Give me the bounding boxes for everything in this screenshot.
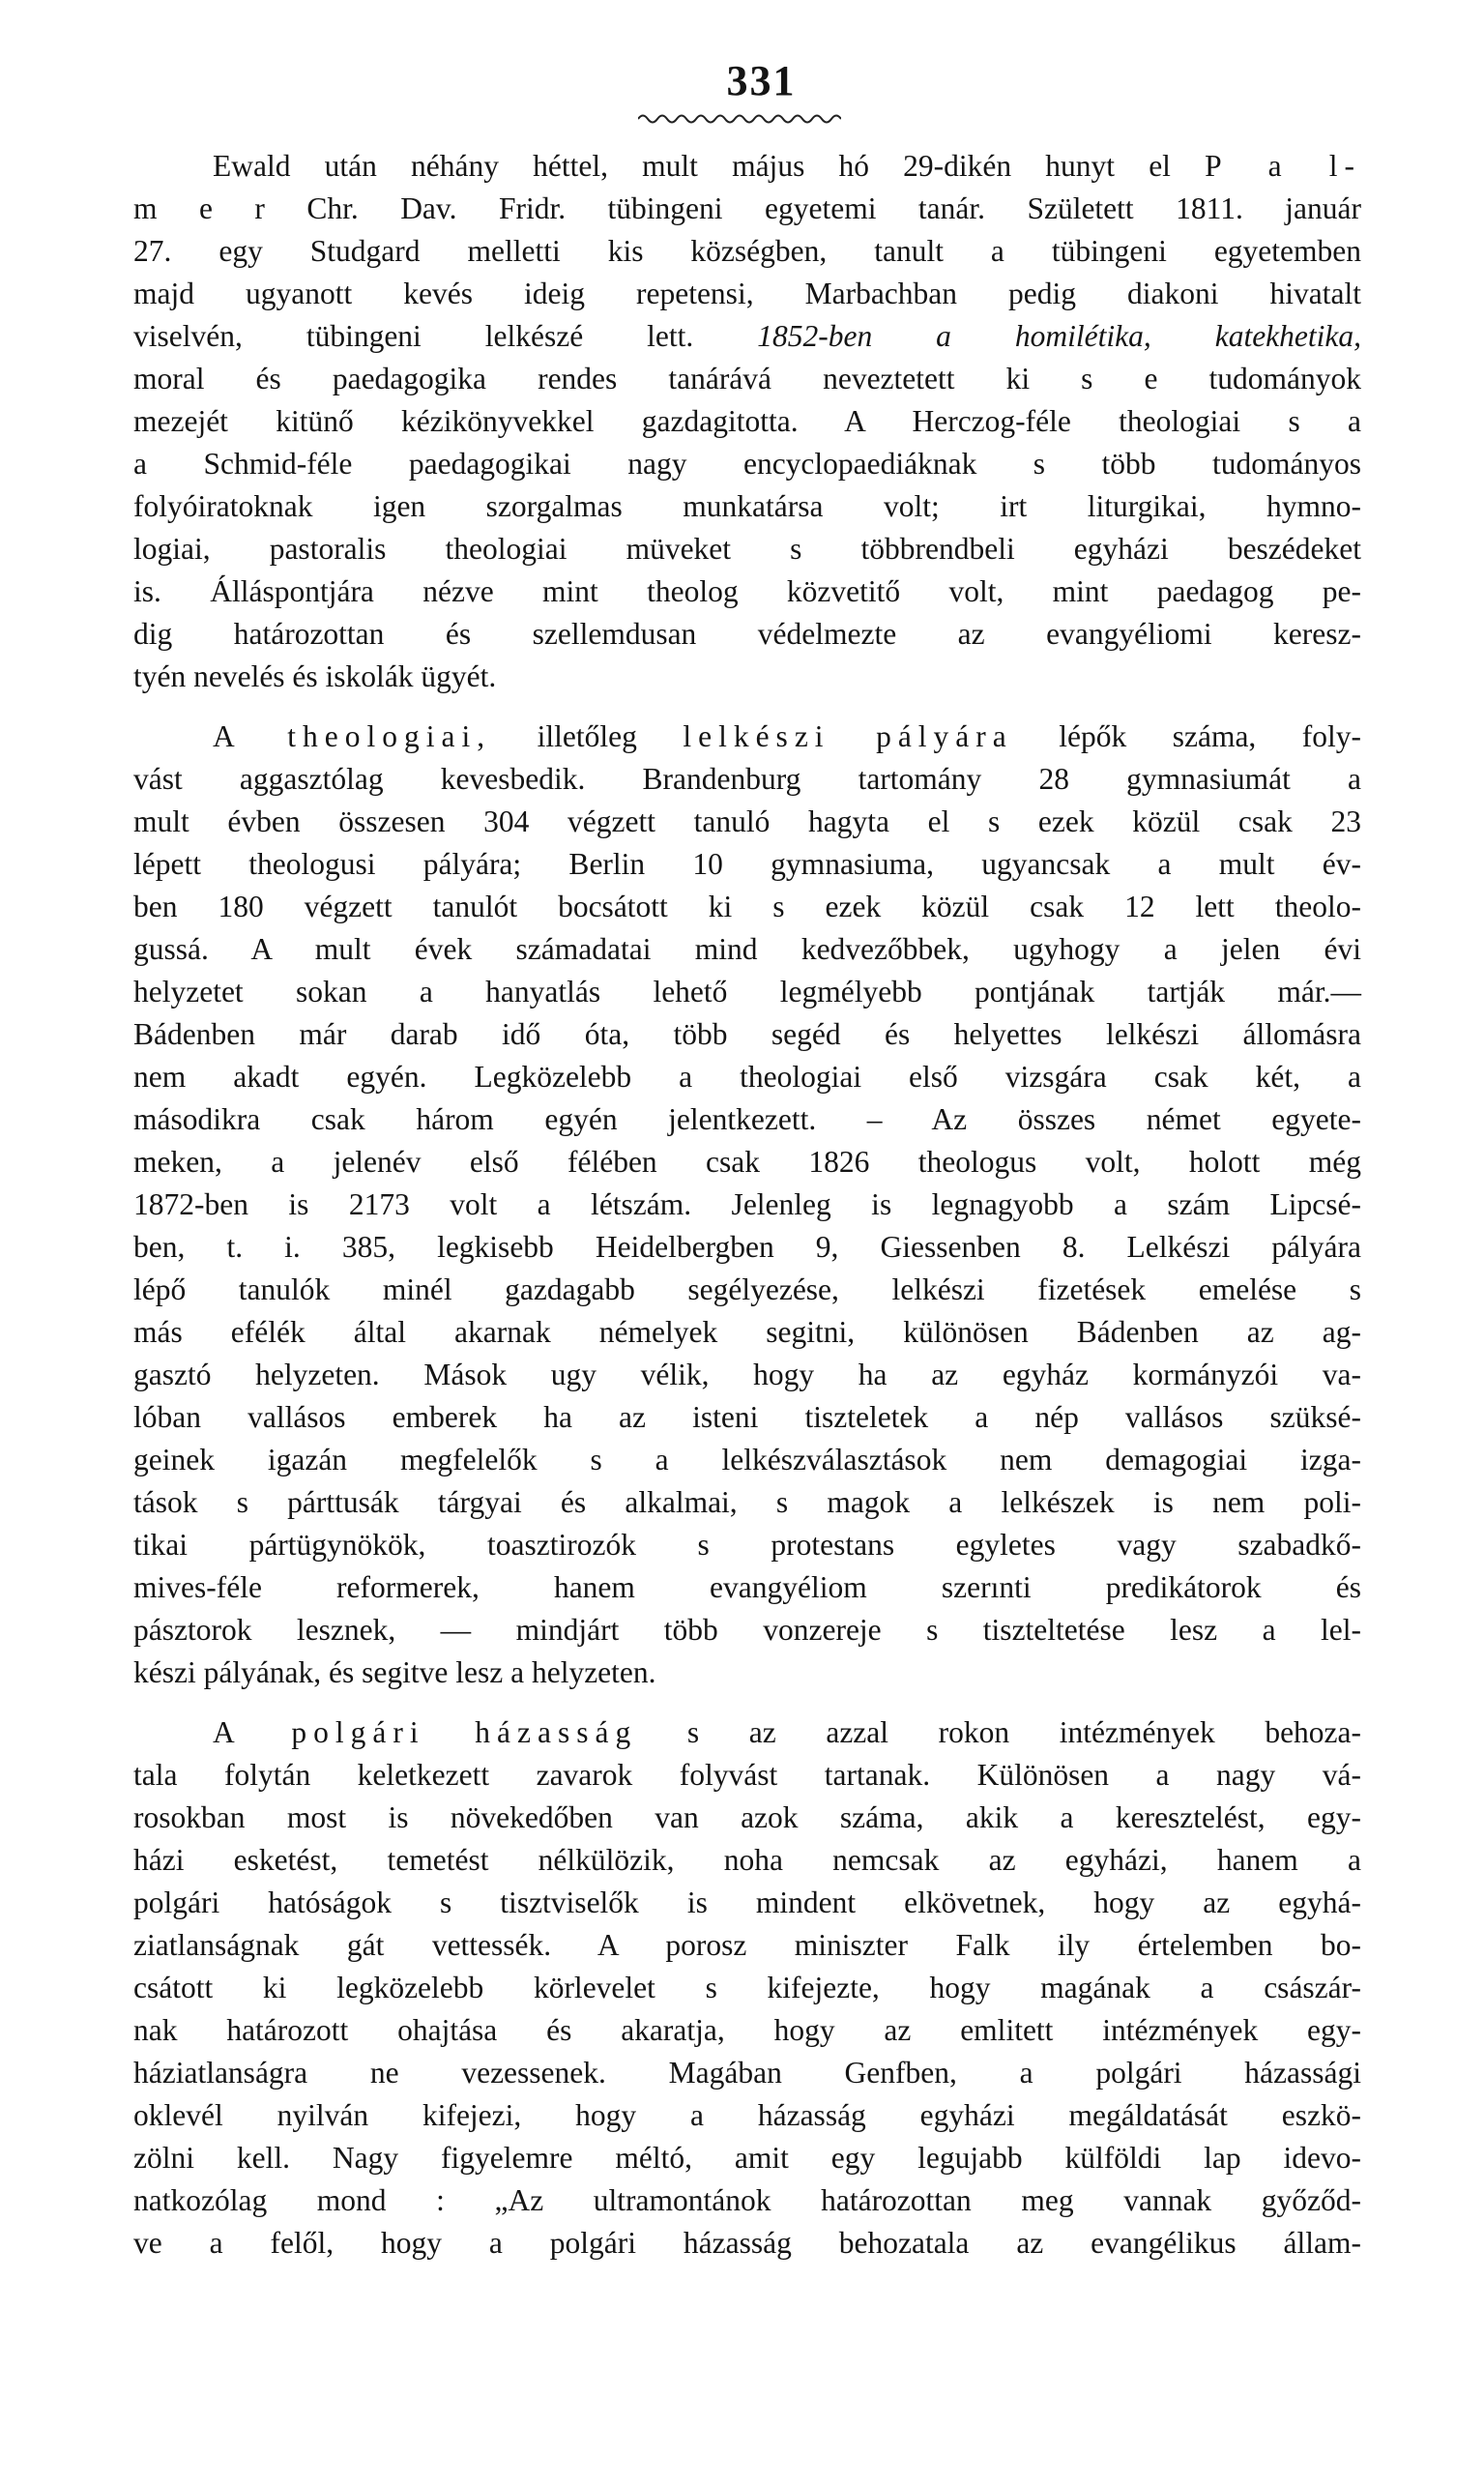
text-line: csátott ki legközelebb körlevelet s kifejezte, hogy magának a császár-	[133, 1971, 1361, 2004]
text-line: ziatlanságnak gát vettessék. A porosz miniszter Falk ily értelemben bo-	[133, 1928, 1361, 1962]
text-line: a Schmid-féle paedagogikai nagy encyclopaediáknak s több tudományos	[133, 447, 1361, 481]
text-line: lépett theologusi pályára; Berlin 10 gymnasiuma, ugyancsak a mult év-	[133, 847, 1361, 881]
text-line: ben 180 végzett tanulót bocsátott ki s ezek közül csak 12 lett theolo-	[133, 890, 1361, 923]
text-line: 1872-ben is 2173 volt a létszám. Jelenleg is legnagyobb a szám Lipcsé-	[133, 1187, 1361, 1221]
text-line: lépő tanulók minél gazdagabb segélyezése, lelkészi fizetések emelése s	[133, 1272, 1361, 1306]
text-line: m e r Chr. Dav. Fridr. tübingeni egyetemi tanár. Született 1811. január	[133, 191, 1361, 225]
text-line: Bádenben már darab idő óta, több segéd és helyettes lelkészi állomásra	[133, 1017, 1361, 1051]
text-line: gussá. A mult évek számadatai mind kedvezőbbek, ugyhogy a jelen évi	[133, 932, 1361, 966]
text-line: zölni kell. Nagy figyelemre méltó, amit egy legujabb külföldi lap idevo-	[133, 2141, 1361, 2175]
text-line: gasztó helyzeten. Mások ugy vélik, hogy ha az egyház kormányzói va-	[133, 1358, 1361, 1391]
text-line: tások s párttusák tárgyai és alkalmai, s magok a lelkészek is nem poli-	[133, 1485, 1361, 1519]
text-line: másodikra csak három egyén jelentkezett. – Az összes német egyete-	[133, 1102, 1361, 1136]
text-line: készi pályának, és segitve lesz a helyzeten.	[133, 1655, 656, 1689]
text-line: helyzetet sokan a hanyatlás lehető legmélyebb pontjának tartják már.—	[133, 975, 1361, 1009]
text-line: oklevél nyilván kifejezi, hogy a házasság egyházi megáldatását eszkö-	[133, 2098, 1361, 2132]
text-line: nem akadt egyén. Legközelebb a theologiai első vizsgára csak két, a	[133, 1060, 1361, 1094]
page-number: 331	[726, 57, 797, 104]
wavy-rule-ornament	[638, 112, 841, 126]
text-line: Ewald után néhány héttel, mult május hó 29-dikén hunyt el P a l-	[213, 149, 1362, 183]
text-line: A theologiai, illetőleg lelkészi pályára lépők száma, foly-	[213, 719, 1362, 753]
text-line: tyén nevelés és iskolák ügyét.	[133, 659, 497, 693]
text-line: logiai, pastoralis theologiai müveket s többrendbeli egyházi beszédeket	[133, 532, 1361, 566]
text-line: nak határozott ohajtása és akaratja, hogy az emlitett intézmények egy-	[133, 2013, 1361, 2047]
text-line: meken, a jelenév első félében csak 1826 theologus volt, holott még	[133, 1145, 1361, 1179]
text-line: más efélék által akarnak némelyek segitni, különösen Bádenben az ag-	[133, 1315, 1361, 1349]
text-line: 27. egy Studgard melletti kis községben, tanult a tübingeni egyetemben	[133, 234, 1361, 268]
text-line: házi esketést, temetést nélkülözik, noha nemcsak az egyházi, hanem a	[133, 1843, 1361, 1877]
text-line: moral és paedagogika rendes tanárává neveztetett ki s e tudományok	[133, 362, 1361, 395]
text-line: rosokban most is növekedőben van azok száma, akik a keresztelést, egy-	[133, 1800, 1361, 1834]
text-line: mives-féle reformerek, hanem evangyéliom szerınti predikátorok és	[133, 1570, 1361, 1604]
text-line: ben, t. i. 385, legkisebb Heidelbergben 9, Giessenben 8. Lelkészi pályára	[133, 1230, 1361, 1264]
text-line: tala folytán keletkezett zavarok folyvást tartanak. Különösen a nagy vá-	[133, 1758, 1361, 1792]
text-line: is. Álláspontjára nézve mint theolog közvetitő volt, mint paedagog pe-	[133, 574, 1361, 608]
text-line: folyóiratoknak igen szorgalmas munkatársa volt; irt liturgikai, hymno-	[133, 489, 1361, 523]
text-line: vást aggasztólag kevesbedik. Brandenburg tartomány 28 gymnasiumát a	[133, 762, 1361, 796]
text-line: majd ugyanott kevés ideig repetensi, Marbachban pedig diakoni hivatalt	[133, 277, 1361, 310]
text-line: dig határozottan és szellemdusan védelmezte az evangyéliomi keresz-	[133, 617, 1361, 651]
text-line: háziatlanságra ne vezessenek. Magában Genfben, a polgári házassági	[133, 2056, 1361, 2090]
text-line: geinek igazán megfelelők s a lelkészválasztások nem demagogiai izga-	[133, 1443, 1361, 1476]
text-line: mezejét kitünő kézikönyvekkel gazdagitotta. A Herczog-féle theologiai s a	[133, 404, 1361, 438]
text-line: pásztorok lesznek, — mindjárt több vonzereje s tiszteltetése lesz a lel-	[133, 1613, 1361, 1647]
text-line: viselvén, tübingeni lelkészé lett. 1852-ben a homilétika, katekhetika,	[133, 319, 1361, 353]
text-line: A polgári házasság s az azzal rokon intézmények behoza-	[213, 1715, 1362, 1749]
text-line: polgári hatóságok s tisztviselők is mindent elkövetnek, hogy az egyhá-	[133, 1886, 1361, 1919]
text-line: lóban vallásos emberek ha az isteni tiszteletek a nép vallásos szüksé-	[133, 1400, 1361, 1434]
text-line: tikai pártügynökök, toasztirozók s protestans egyletes vagy szabadkő-	[133, 1528, 1361, 1562]
text-line: ve a felől, hogy a polgári házasság behozatala az evangélikus állam-	[133, 2226, 1361, 2260]
text-line: mult évben összesen 304 végzett tanuló hagyta el s ezek közül csak 23	[133, 804, 1361, 838]
text-line: natkozólag mond : „Az ultramontánok határozottan meg vannak győződ-	[133, 2183, 1361, 2217]
